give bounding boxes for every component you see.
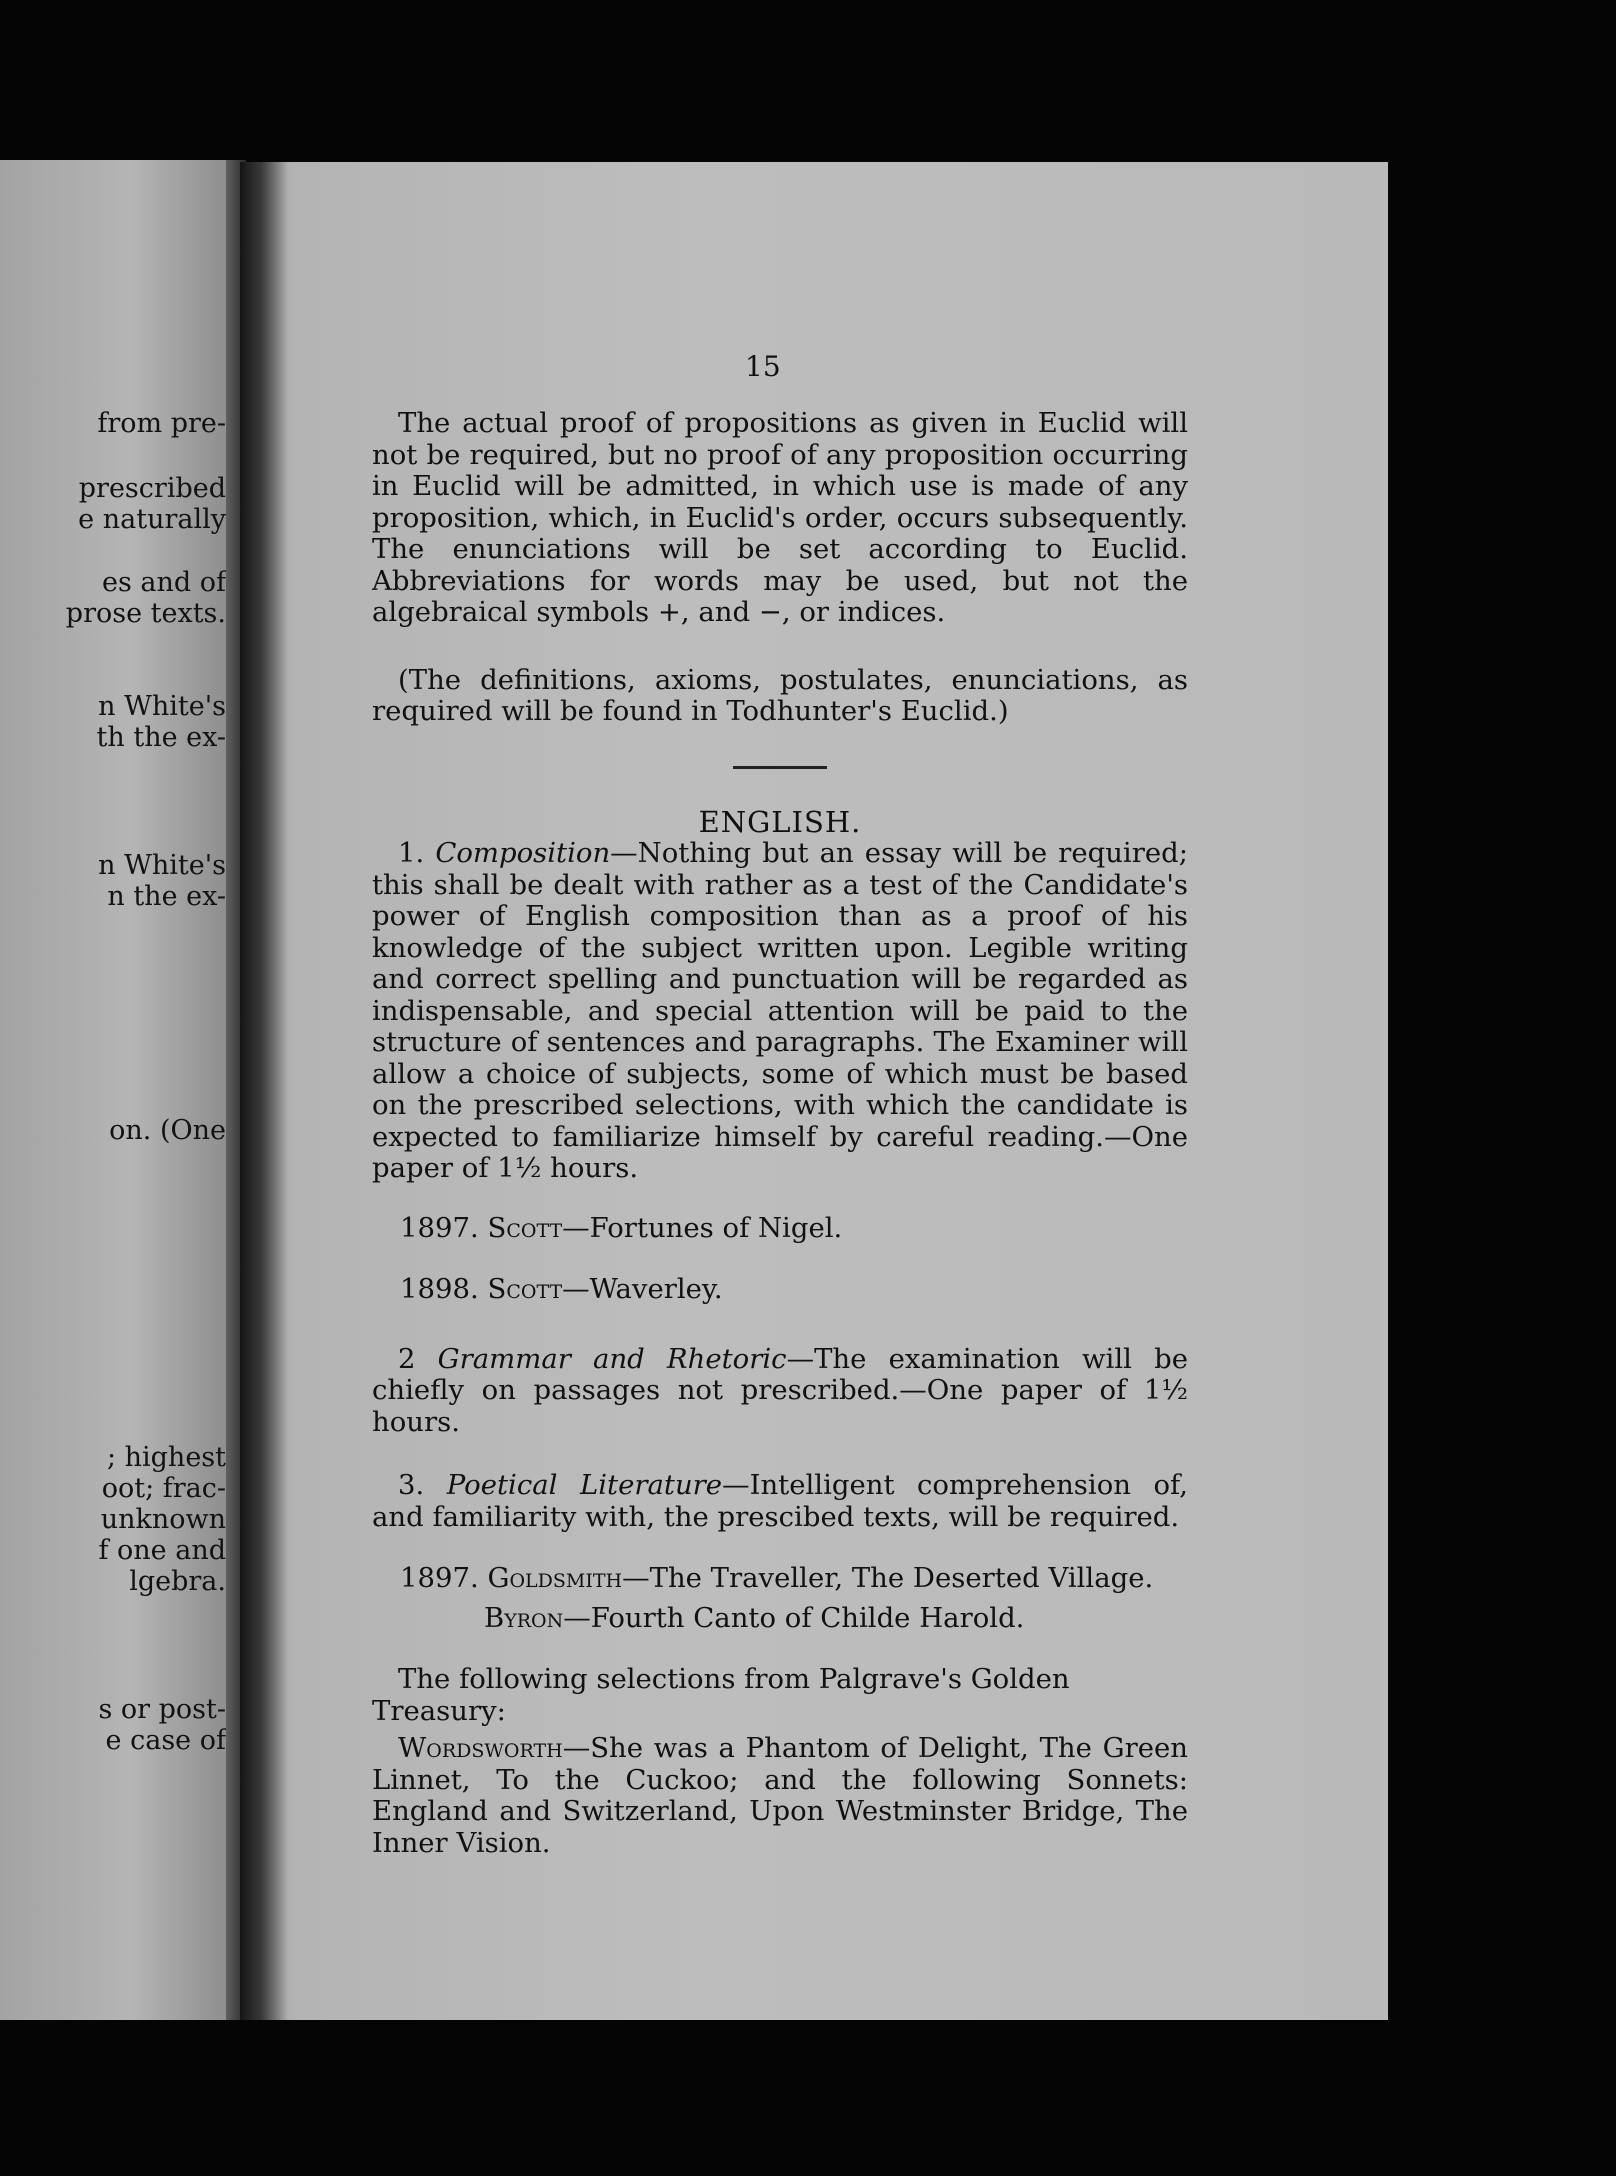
left-text-fragment: e case of — [105, 1725, 226, 1756]
text-1897 — [372, 1213, 1188, 1245]
left-text-fragment: th the ex- — [96, 722, 226, 753]
left-text-fragment: oot; frac- — [101, 1473, 226, 1504]
left-text-fragment: es and of — [101, 567, 226, 598]
author: Wordsworth — [398, 1732, 563, 1764]
poetry-1897-line — [372, 1603, 1188, 1635]
left-text-fragment: on. (One — [109, 1115, 226, 1146]
palgrave-intro: The following selections from Palgrave's Golden Treasury: — [372, 1663, 1070, 1727]
author: Scott — [487, 1211, 563, 1244]
left-text-fragment: n White's — [98, 850, 226, 881]
left-text-fragment: ; highest — [106, 1442, 226, 1473]
poetical-paragraph — [372, 1470, 1188, 1533]
item-text: —Nothing but an essay will be required; this shall be dealt with rather as a test of the Candidate's power of English composition than as a proof of his knowledge of the subject written upon. Legible writing and correct spelling and punctuation will be regarded as indispensable, and special attention will be paid to the structure of sentences and paragraphs. The Examiner will allow a choice of subjects, some of which must be based on the prescribed selections, with which the candidate is expected to familiarize himself by careful reading.—One paper of 1½ hours. — [372, 837, 1188, 1184]
left-text-fragment: prose texts. — [65, 598, 226, 629]
left-text-fragment: unknown — [100, 1504, 226, 1535]
item-title: Composition — [435, 837, 611, 869]
left-text-fragment: from pre- — [97, 408, 226, 439]
author: Goldsmith — [487, 1562, 623, 1594]
work-title: —Waverley. — [562, 1273, 723, 1305]
item-text: —She was a Phantom of Delight, The Green Linnet, To the Cuckoo; and the following Sonnets: England and Switzerland, Upon Westminster Bridge, The Inner Vision. — [372, 1732, 1188, 1859]
item-number: 2 — [398, 1342, 416, 1375]
left-text-fragment: e naturally — [78, 504, 226, 535]
left-text-fragment: s or post- — [98, 1694, 226, 1725]
work-title: —The Traveller, The Deserted Village. — [622, 1562, 1154, 1594]
item-number: 3. — [398, 1469, 425, 1501]
item-title: Grammar and Rhetoric — [437, 1342, 787, 1375]
year: 1897. — [400, 1211, 479, 1244]
euclid-note: (The definitions, axioms, postulates, enunciations, as required will be found in Todhunter's Euclid.) — [372, 663, 1188, 727]
poetry-1897-line — [372, 1563, 1188, 1595]
author: Byron — [484, 1601, 564, 1634]
composition-paragraph — [372, 838, 1188, 1185]
book-gutter — [240, 162, 288, 2020]
year: 1897. — [400, 1562, 479, 1594]
wordsworth-paragraph — [372, 1733, 1188, 1859]
text-1898 — [372, 1274, 1188, 1306]
grammar-paragraph — [372, 1344, 1188, 1439]
section-heading: ENGLISH. — [698, 804, 862, 839]
left-text-fragment: prescribed — [78, 473, 226, 504]
author: Scott — [487, 1273, 563, 1305]
item-number: 1. — [398, 837, 425, 869]
item-title: Poetical Literature — [446, 1469, 723, 1501]
euclid-paragraph: The actual proof of propositions as given in Euclid will not be required, but no proof of any proposition occurring in Euclid will be admitted, in which use is made of any proposition, which, in Euclid's order, occurs subsequently. The enunciations will be set according to Euclid. Abbreviations for words may be used, but not the algebraical symbols +, and −, or indices. — [372, 407, 1188, 628]
item-text: —Intelligent comprehension of, and familiarity with, the prescibed texts, will be required. — [372, 1469, 1188, 1533]
item-text: —The examination will be chiefly on passages not prescribed.—One paper of 1½ hours. — [372, 1342, 1188, 1438]
work-title: —Fortunes of Nigel. — [562, 1211, 843, 1244]
left-text-fragment: lgebra. — [129, 1566, 226, 1597]
left-text-fragment: n White's — [98, 691, 226, 722]
work-title: —Fourth Canto of Childe Harold. — [563, 1601, 1025, 1634]
section-divider — [733, 766, 827, 769]
page-body — [372, 345, 1188, 1859]
left-page — [0, 160, 238, 2020]
page-number: 15 — [745, 350, 781, 383]
left-text-fragment: n the ex- — [107, 881, 226, 912]
year: 1898. — [400, 1273, 479, 1305]
left-text-fragment: f one and — [98, 1535, 226, 1566]
